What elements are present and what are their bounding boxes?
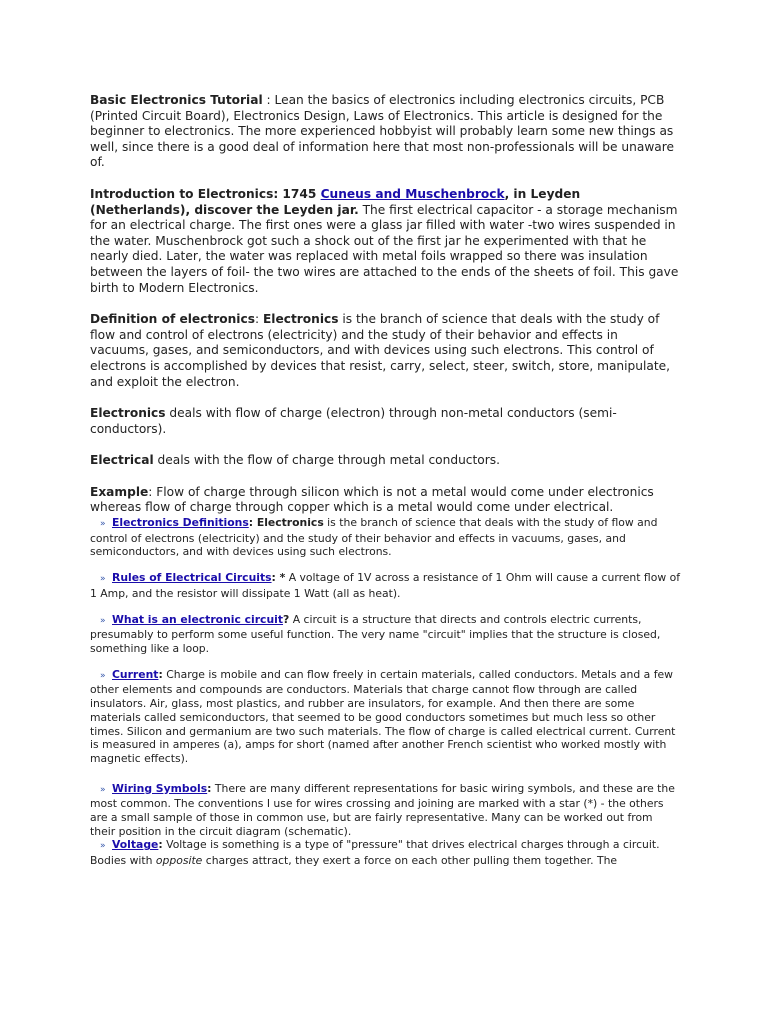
item-sep: : xyxy=(158,667,163,681)
item-link-what-is-an-electronic-circuit[interactable]: What is an electronic circuit xyxy=(112,612,283,626)
electrical-paragraph xyxy=(90,453,680,469)
electronics-term: Electronics xyxy=(90,406,166,421)
closing-paragraph xyxy=(90,854,680,868)
item-bold: * xyxy=(279,571,286,585)
item-sep: : xyxy=(207,781,212,795)
arrow-bullet-icon: » xyxy=(100,519,106,530)
electronics-paragraph xyxy=(90,406,680,437)
electrical-term: Electrical xyxy=(90,453,154,468)
arrow-bullet-icon: » xyxy=(100,784,106,795)
item-sep: : xyxy=(248,516,257,530)
closing-post: charges attract, they exert a force on each other pulling them together. The xyxy=(202,854,618,868)
example-term: Example xyxy=(90,484,149,499)
item-link-rules-of-electrical-circuits[interactable]: Rules of Electrical Circuits xyxy=(112,571,272,585)
item-text: A circuit is a structure that directs and controls electric currents, presumably to perform some useful function. The very name "circuit" implies that the structure is closed, something like a loop. xyxy=(90,612,661,655)
closing-pre: Bodies with xyxy=(90,854,156,868)
list-item xyxy=(90,571,680,600)
history-text: The first electrical capacitor - a storage mechanism for an electrical charge. The first ones were a glass jar filled with water -two wires suspended in the water. Muschenbrock got such a shock out of the first jar he experimented with that he nearly died. Later, the water was replaced with metal foils wrapped so there was insulation between the layers of foil- the two wires are attached to the ends of the sheets of foil. This gave birth to Modern Electronics. xyxy=(90,202,679,295)
arrow-bullet-icon: » xyxy=(100,841,106,852)
intro-heading: Basic Electronics Tutorial xyxy=(90,93,263,107)
item-link-current[interactable]: Current xyxy=(112,667,159,681)
intro-paragraph xyxy=(90,93,680,171)
list-item xyxy=(90,838,680,854)
list-item xyxy=(90,782,680,839)
item-link-electronics-definitions[interactable]: Electronics Definitions xyxy=(112,516,249,530)
list-item xyxy=(90,668,680,766)
definition-label: Definition of electronics xyxy=(90,312,255,327)
history-link[interactable]: Cuneus and Muschenbrock xyxy=(320,186,505,201)
item-text: is the branch of science that deals with the study of flow and control of electrons (electricity) and the study of their behavior and effects in vacuums, gases, and semiconductors, and with devices using such electrons. xyxy=(90,516,658,559)
closing-em: opposite xyxy=(155,854,203,868)
item-text: Voltage is something is a type of "pressure" that drives electrical charges through a circuit. xyxy=(162,838,660,852)
item-link-wiring-symbols[interactable]: Wiring Symbols xyxy=(112,781,208,795)
electrical-text: deals with the flow of charge through metal conductors. xyxy=(153,453,500,468)
arrow-bullet-icon: » xyxy=(100,670,106,681)
item-sep: : xyxy=(271,571,280,585)
definition-paragraph xyxy=(90,312,680,390)
item-sep: ? xyxy=(283,612,290,626)
definition-text: is the branch of science that deals with the study of flow and control of electrons (electricity) and the study of their behavior and effects in vacuums, gases, and semiconductors, and with devices using such electrons. This control of electrons is accomplished by devices that resist, carry, select, steer, switch, store, manipulate, and exploit the electron. xyxy=(90,312,670,389)
history-lead2: , in Leyden (Netherlands), discover the Leyden jar. xyxy=(90,186,581,217)
item-sep: : xyxy=(158,838,163,852)
example-paragraph xyxy=(90,485,680,516)
arrow-bullet-icon: » xyxy=(100,574,106,585)
item-bold: Electronics xyxy=(256,516,324,530)
history-lead: Introduction to Electronics: 1745 xyxy=(90,186,321,201)
list-item xyxy=(90,516,680,559)
intro-text: : Lean the basics of electronics including electronics circuits, PCB (Printed Circuit Board), Electronics Design, Laws of Electronics. This article is designed for the beginner to electronics. The more experienced hobbyist will probably learn some new things as well, since there is a good deal of information here that most non-professionals will be unaware of. xyxy=(90,93,675,170)
item-text: Charge is mobile and can flow freely in certain materials, called conductors. Metals and a few other elements and compounds are conductors. Materials that charge cannot flow through are called insulators. Air, glass, most plastics, and rubber are insulators, for example. And then there are some materials called semiconductors, that seemed to be good conductors sometimes but much less so other times. Silicon and germanium are two such materials. The flow of charge is called electrical current. Current is measured in amperes (a), amps for short (named after another French scientist who worked mostly with magnetic effects). xyxy=(90,667,676,765)
list-item xyxy=(90,613,680,656)
document-page xyxy=(90,93,680,868)
arrow-bullet-icon: » xyxy=(100,615,106,626)
definition-term: Electronics xyxy=(262,312,339,327)
item-text: A voltage of 1V across a resistance of 1 Ohm will cause a current flow of 1 Amp, and the resistor will dissipate 1 Watt (all as heat). xyxy=(90,571,681,600)
item-text: There are many different representations for basic wiring symbols, and these are the most common. The conventions I use for wires crossing and joining are marked with a star (*) - the others are a small sample of those in common use, but are fairly representative. Many can be worked out from their position in the circuit diagram (schematic). xyxy=(90,781,675,838)
history-paragraph xyxy=(90,187,680,296)
definition-sep: : xyxy=(254,312,263,327)
electronics-text: deals with flow of charge (electron) through non-metal conductors (semi-conductors). xyxy=(90,406,617,436)
item-link-voltage[interactable]: Voltage xyxy=(112,838,159,852)
example-text: : Flow of charge through silicon which is not a metal would come under electronics whereas flow of charge through copper which is a metal would come under electrical. xyxy=(90,484,654,515)
